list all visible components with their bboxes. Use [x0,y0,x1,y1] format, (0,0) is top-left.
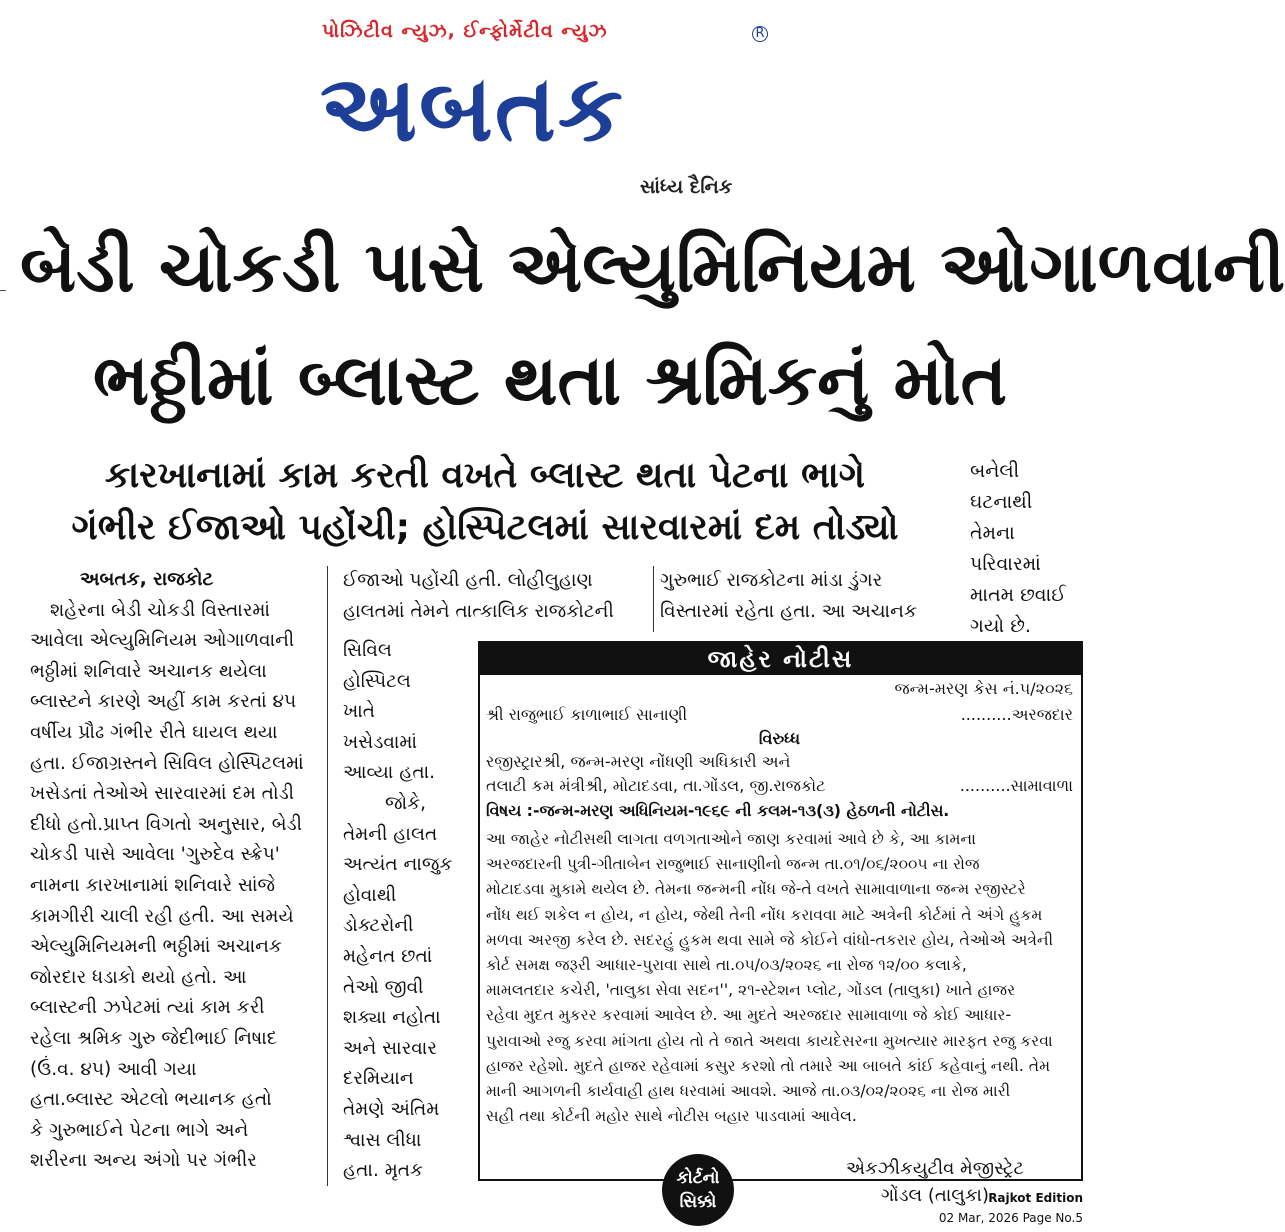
court-seal [662,1154,734,1226]
text-line: (ઉં.વ. ૪૫) આવી ગયા [30,1058,197,1080]
text-line: વિસ્તારમાં રહેતા હતા. આ અચાનક [660,600,917,622]
article-column-1 [30,565,320,1177]
text-line: આવ્યા હતા. [343,762,436,784]
text-line: આવેલા એલ્યુમિનિયમ ઓગાળવાની [30,630,295,652]
text-line: રહેલા શ્રમિક ગુરુ જેદીભાઈ નિષાદ [30,1027,278,1049]
text-line: વર્ષીય પ્રૌઢ ગંભીર રીતે ઘાયલ થયા [30,721,278,743]
text-line: અરજદારની પુત્રી-ગીતાબેન રાજુભાઈ સાનાણીનો જન્મ તા.૦૧/૦૬/૨૦૦૫ ના રોજ [486,855,980,874]
text-line: નામના કારખાનામાં શનિવારે સાંજે [30,874,276,896]
seal-line-1: કોર્ટનો [676,1168,720,1188]
masthead-tagline: પોઝિટીવ ન્યુઝ, ઈન્ફોર્મેટીવ ન્યુઝ [322,20,608,42]
seal-line-2: સિક્કો [679,1192,717,1212]
text-line: પરિવારમાં [970,553,1041,575]
notice-subject: વિષય :-જન્મ-મરણ અધિનિયમ-૧૯૬૯ ની કલમ-૧૩(૩) હેઠળની નોટીસ. [486,801,950,820]
text-line: ઘટનાથી [970,491,1033,513]
article-column-2-narrow [343,636,465,1187]
article-column-3-top [660,566,960,627]
subheadline-line-1: કારખાનામાં કામ કરતી વખતે બ્લાસ્ટ થતા પેટના ભાગે [104,455,866,496]
headline-line-1: બેડી ચોકડી પાસે એલ્યુમિનિયમ ઓગાળવાની [20,226,1285,308]
magistrate-location: ગોંડલ (તાલુકા) [881,1185,989,1206]
text-line: હતા. મૃતક [343,1160,424,1182]
text-line: જોરદાર ધડાકો થયો હતો. આ [30,966,247,988]
column-divider [327,566,328,1186]
text-line: એલ્યુમિનિયમની ભઠ્ઠીમાં અચાનક [30,936,282,958]
headline-line-2: ભઠ્ઠીમાં બ્લાસ્ટ થતા શ્રમિકનું મોત [92,339,1008,421]
article-dateline: અબતક, રાજકોટ [80,569,214,590]
text-line: હોસ્પિટલ [343,670,411,692]
text-line: અત્યંત નાજુક [343,854,453,876]
article-column-2-top [343,566,643,627]
text-line: તેમણે અંતિમ [343,1098,440,1120]
text-line: હાલતમાં તેમને તાત્કાલિક રાજકોટની [343,600,614,622]
newspaper-logo: અબતક [320,55,625,162]
text-line: માતમ છવાઈ [970,584,1066,606]
registered-trademark-icon: R [752,26,768,42]
notice-applicant-name: શ્રી રાજુભાઈ કાળાભાઈ સાનાણી [486,705,688,724]
magistrate-title: એકઝીકયુટીવ મેજીસ્ટ્રેટ [846,1158,1024,1179]
text-line: ગુરુભાઈ રાજકોટના માંડા ડુંગર [660,570,883,591]
text-line: બ્લાસ્ટને કારણે અહીં કામ કરતાં ૪૫ [30,691,297,713]
text-line: આ જાહેર નોટીસથી લાગતા વળગતાઓને જાણ કરવામાં આવે છે કે, આ કામના [486,830,976,848]
text-line: તેઓ જીવી [343,976,424,998]
text-line: ભઠ્ઠીમાં શનિવારે અચાનક થયેલા [30,660,267,682]
text-line: પુરાવાઓ રજુ કરવા માંગતા હોય તો તે જાતે અથવા કાયદેસરના મુખત્યાર મારફત રજુ કરવા [486,1031,1053,1050]
notice-applicant-role: ..........અરજદાર [960,705,1073,724]
notice-respondent-line-2: તલાટી કમ મંત્રીશ્રી, મોટાદડવા, તા.ગોંડલ, જી.રાજકોટ [486,776,826,795]
text-line: દરમિયાન [343,1068,414,1090]
notice-body [486,827,1076,1129]
text-line: સહી તથા કોર્ટની મહોર સાથે નોટીસ બહાર પાડવામાં આવેલ. [486,1107,857,1126]
text-line: રહેવા મુદત મુકરર કરવામાં આવેલ છે. આ મુદતે અરજદાર સામાવાળા જે કોઈ આધાર- [486,1006,1012,1025]
text-line: મળવા અરજી કરેલ છે. સદરહું હુકમ થવા સામે જે કોઈને વાંધો-તકરાર હોય, તેઓએ અત્રેની [486,930,1054,949]
text-line: શ્વાસ લીધા [343,1129,422,1151]
text-line: બનેલી [970,460,1020,482]
edition-type-label: સાંધ્ય દૈનિક [640,176,733,198]
text-line: બ્લાસ્ટની ઝપેટમાં ત્યાં કામ કરી [30,997,265,1019]
text-line: ખાતે [343,701,376,723]
notice-versus: વિરુધ્ધ [758,729,801,748]
notice-case-number: જન્મ-મરણ કેસ નં.૫/૨૦૨૬ [894,679,1073,698]
notice-respondent-role: ..........સામાવાળા [959,776,1073,795]
text-line: શક્યા નહોતા [343,1007,441,1029]
text-line: કોર્ટ સમક્ષ જરૂરી આધાર-પુરાવા સાથે તા.૦૫/૦૩/૨૦૨૬ ના રોજ ૧૨/૦૦ કલાકે, [486,956,967,975]
crop-mark [0,290,6,291]
text-line: કે ગુરુભાઈને પેટના ભાગે અને [30,1119,249,1141]
text-line: ખસેડવામાં [343,731,418,753]
text-line: માની આગળની કાર્યવાહી હાથ ધરવામાં આવશે. આજે તા.૦૩/૦૨/૨૦૨૬ ના રોજ મારી [486,1082,1011,1101]
text-line: દીધો હતો.પ્રાપ્ત વિગતો અનુસાર, બેડી [30,813,302,835]
text-line: તેમના [970,522,1015,544]
text-line: શરીરના અન્ય અંગો પર ગંભીર [30,1150,257,1172]
text-line: નોંધ થઈ શકેલ ન હોય, ન હોય, જેથી તેની નોંધ કરાવવા માટે અત્રેની કોર્ટમાં તે અંગે હુકમ [486,905,1043,924]
side-article-fragment [970,456,1088,642]
text-line: ઈજાઓ પહોંચી હતી. લોહીલુહાણ [343,570,593,591]
text-line: હાજર રહેશો. મુદતે હાજર રહેવામાં કસુર કરશો તો તમારે આ બાબતે કાંઈ કહેવાનું નથી. તેમ [486,1056,1051,1075]
footer-edition: Rajkot Edition [988,1191,1083,1205]
column-divider [653,566,654,632]
text-line: જોકે, [385,792,427,814]
text-line: શહેરના બેડી ચોકડી વિસ્તારમાં [50,599,270,621]
text-line: ખસેડતાં તેઓએ સારવારમાં દમ તોડી [30,783,295,805]
subheadline-line-2: ગંભીર ઈજાઓ પહોંચી; હોસ્પિટલમાં સારવારમાં દમ તોડ્યો [71,507,899,548]
text-line: મામલતદાર કચેરી, 'તાલુકા સેવા સદન'', ૨૧-સ્ટેશન પ્લોટ, ગોંડલ (તાલુકા) ખાતે હાજર [486,981,1016,1000]
text-line: હતા.બ્લાસ્ટ એટલો ભયાનક હતો [30,1089,272,1111]
text-line: હતા. ઈજાગ્રસ્તને સિવિલ હોસ્પિટલમાં [30,752,304,774]
text-line: સિવિલ [343,640,392,661]
text-line: ડોક્ટરોની [343,915,414,937]
text-line: હોવાથી [343,884,397,906]
footer-date-page: 02 Mar, 2026 Page No.5 [938,1211,1083,1225]
text-line: ચોકડી પાસે આવેલા 'ગુરુદેવ સ્ક્રેપ' [30,844,280,866]
notice-respondent-line-1: રજીસ્ટ્રારશ્રી, જન્મ-મરણ નોંધણી અધિકારી અને [486,752,791,771]
text-line: કામગીરી ચાલી રહી હતી. આ સમયે [30,905,294,927]
text-line: મોટાદડવા મુકામે થયેલ છે. તેમના જન્મની નોંધ જે-તે વખતે સામાવાળાના જન્મ રજીસ્ટરે [486,880,1026,899]
text-line: મહેનત છતાં [343,945,433,967]
notice-heading: જાહેર નોટીસ [480,643,1081,675]
text-line: ગયો છે. [970,615,1031,637]
text-line: અને સારવાર [343,1037,437,1059]
text-line: તેમની હાલત [343,823,438,845]
